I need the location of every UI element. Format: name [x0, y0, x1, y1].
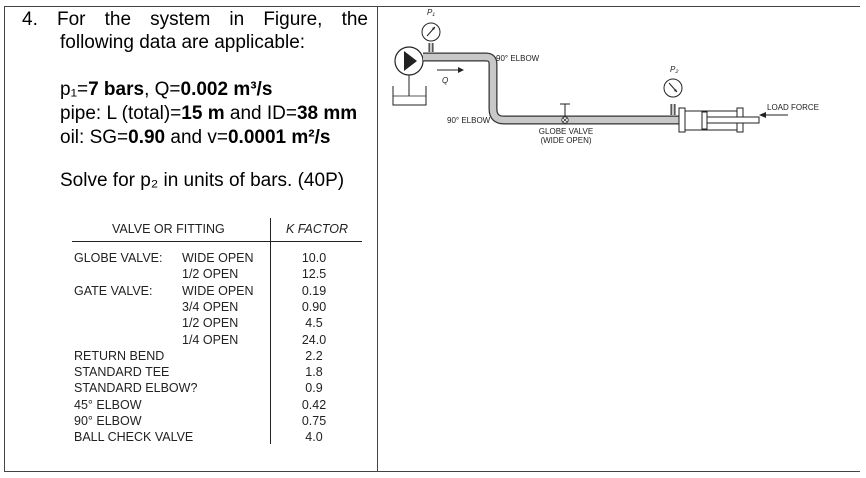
k-factor-value: 1.8 — [305, 365, 323, 380]
q-value: 0.002 m³/s — [180, 79, 273, 100]
table-header-fitting: VALVE OR FITTING — [112, 222, 225, 236]
k-factor-value: 24.0 — [301, 332, 327, 347]
table-header-k-factor: K FACTOR — [286, 222, 349, 236]
problem-number: 4. — [22, 9, 38, 30]
fitting-name: GATE VALVE: — [74, 283, 153, 298]
load-force-label: LOAD FORCE — [767, 103, 820, 112]
table-row — [72, 315, 364, 331]
flow-arrow-icon — [437, 67, 464, 73]
table-header-rule — [72, 241, 362, 242]
given-p1-q — [60, 78, 357, 102]
column-divider — [377, 6, 378, 472]
problem-line-2: following data are applicable: — [60, 32, 306, 53]
problem-statement — [22, 8, 368, 54]
fitting-condition: 3/4 OPEN — [182, 299, 239, 314]
oil-sg-value: 0.90 — [128, 127, 166, 148]
p1-value: 7 bars — [88, 79, 145, 100]
solve-instruction: Solve for p₂ in units of bars. (40P) — [60, 170, 345, 191]
p2-label: P₂ — [670, 65, 679, 74]
flow-q-label: Q — [442, 76, 449, 85]
problem-line-1 — [22, 8, 368, 31]
globe-valve-label-1: GLOBE VALVE — [538, 127, 594, 136]
p1-label: P₁ — [427, 8, 435, 17]
table-row — [72, 429, 364, 445]
pipe-run — [423, 43, 679, 120]
table-row — [72, 299, 364, 315]
table-row — [72, 266, 364, 282]
oil-v-value: 0.0001 m²/s — [227, 127, 331, 148]
k-factor-value: 0.19 — [301, 283, 327, 298]
elbow-bottom-label: 90° ELBOW — [447, 116, 491, 125]
k-factor-value: 12.5 — [301, 267, 327, 282]
oil-v-label: and v= — [165, 127, 228, 148]
k-factor-value: 10.0 — [301, 251, 327, 265]
fitting-condition: 1/4 OPEN — [182, 332, 239, 347]
fitting-condition: WIDE OPEN — [182, 251, 254, 265]
k-factor-value: 4.0 — [305, 430, 323, 445]
bottom-border — [4, 471, 860, 472]
fitting-name: 45° ELBOW — [74, 397, 142, 412]
oil-sg-label: oil: SG= — [60, 127, 129, 148]
fitting-condition: WIDE OPEN — [182, 283, 254, 298]
table-row — [72, 413, 364, 429]
given-data — [60, 78, 357, 150]
q-label: , Q= — [144, 79, 181, 100]
table-row — [72, 332, 364, 348]
hydraulic-system-figure — [390, 4, 840, 154]
pump-icon — [395, 47, 423, 75]
k-factor-value: 4.5 — [305, 316, 323, 331]
p1-label: p₁= — [60, 79, 89, 100]
table-row — [72, 397, 364, 413]
k-factor-value: 0.90 — [301, 299, 327, 314]
pipe-id-value: 38 mm — [296, 103, 358, 124]
k-factor-value: 0.75 — [301, 414, 327, 428]
fitting-name: GLOBE VALVE: — [74, 251, 163, 265]
table-row — [72, 380, 364, 396]
table-row — [72, 283, 364, 299]
given-oil — [60, 126, 357, 150]
globe-valve-icon — [560, 104, 570, 123]
globe-valve-label-2: (WIDE OPEN) — [540, 136, 592, 145]
elbow-top-label: 90° ELBOW — [496, 54, 540, 63]
fitting-condition: 1/2 OPEN — [182, 267, 239, 282]
fitting-condition: 1/2 OPEN — [182, 316, 239, 331]
k-factor-value: 0.9 — [305, 381, 323, 396]
load-force-arrow-icon — [759, 112, 788, 118]
fitting-name: BALL CHECK VALVE — [74, 430, 194, 445]
given-pipe — [60, 102, 357, 126]
table-row — [72, 348, 364, 364]
pipe-id-label: and ID= — [224, 103, 297, 124]
hydraulic-cylinder-icon — [679, 108, 759, 132]
table-row — [72, 250, 364, 266]
table-row — [72, 364, 364, 380]
fitting-name: STANDARD TEE — [74, 365, 170, 380]
pressure-gauge-p2-icon — [664, 79, 682, 97]
fitting-name: 90° ELBOW — [74, 414, 142, 428]
fitting-name: RETURN BEND — [74, 348, 165, 363]
k-factor-value: 0.42 — [301, 397, 327, 412]
k-factor-value: 2.2 — [305, 348, 323, 363]
left-border — [4, 6, 5, 472]
pipe-label: pipe: L (total)= — [60, 103, 182, 124]
problem-text-1: For the system in Figure, the — [56, 9, 368, 30]
fitting-name: STANDARD ELBOW? — [74, 381, 198, 396]
pipe-length-value: 15 m — [181, 103, 225, 124]
pressure-gauge-icon — [422, 23, 440, 41]
